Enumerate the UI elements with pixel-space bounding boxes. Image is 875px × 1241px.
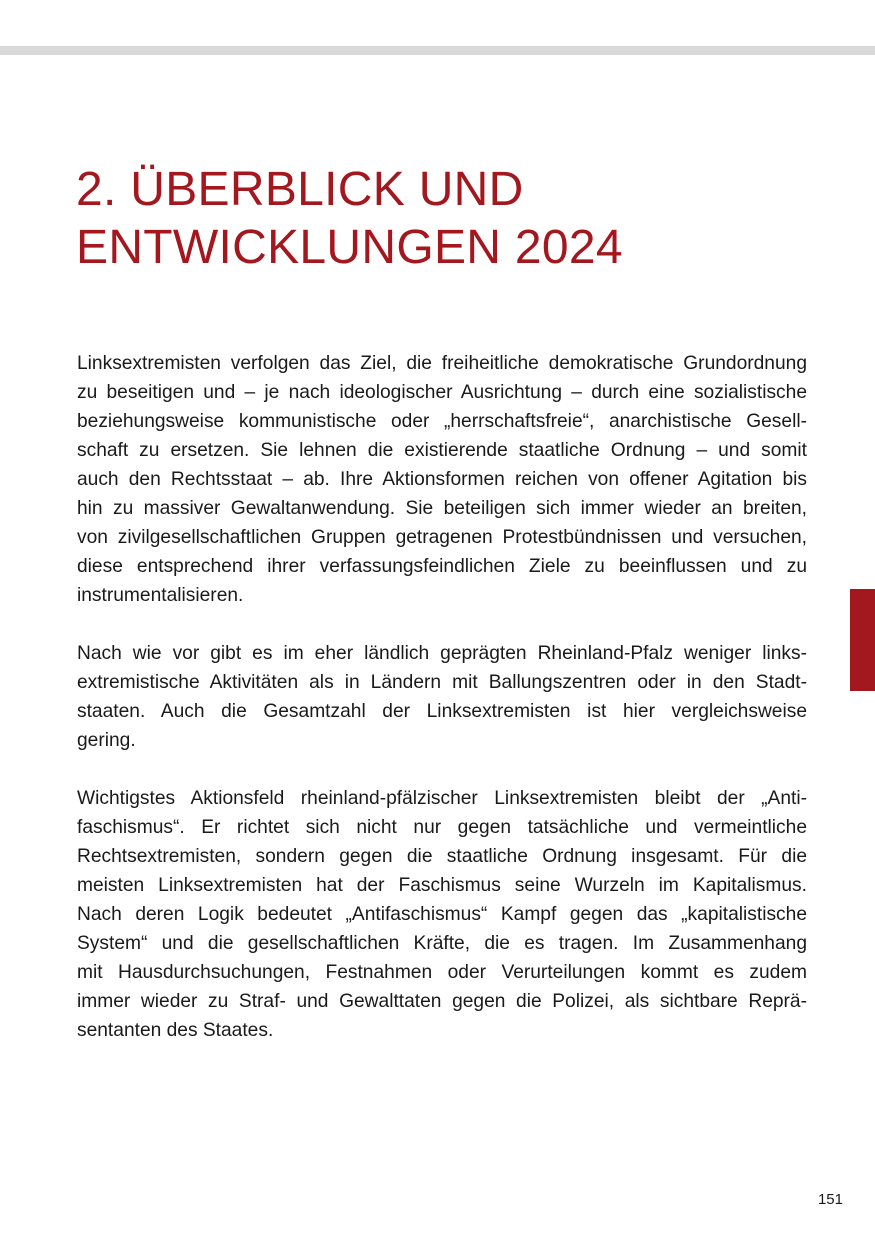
text-line: hin zu massiver Gewaltanwendung. Sie beteiligen sich immer wieder an breiten, — [77, 498, 807, 519]
text-line: schaft zu ersetzen. Sie lehnen die existierende staatliche Ordnung – und somit — [77, 440, 807, 461]
text-line: beziehungsweise kommunistische oder „herrschaftsfreie“, anarchistische Gesell- — [77, 411, 807, 432]
text-line: Linksextremisten verfolgen das Ziel, die freiheitliche demokratische Grundordnung — [77, 353, 807, 374]
page-title — [76, 161, 836, 277]
text-line: von zivilgesellschaftlichen Gruppen getragenen Protestbündnissen und versuchen, — [77, 527, 807, 548]
text-line: instrumentalisieren. — [77, 585, 244, 606]
page-number: 151 — [817, 1191, 843, 1208]
text-line: diese entsprechend ihrer verfassungsfeindlichen Ziele zu beeinflussen und zu — [77, 556, 807, 577]
paragraph — [77, 349, 807, 610]
text-line: mit Hausdurchsuchungen, Festnahmen oder Verurteilungen kommt es zudem — [77, 962, 807, 983]
title-line: ENTWICKLUNGEN 2024 — [76, 221, 623, 274]
title-line: 2. ÜBERBLICK UND — [76, 163, 524, 216]
text-line: faschismus“. Er richtet sich nicht nur gegen tatsächliche und vermeintliche — [77, 817, 807, 838]
text-line: Rechtsextremisten, sondern gegen die staatliche Ordnung insgesamt. Für die — [77, 846, 807, 867]
paragraph — [77, 784, 807, 1045]
text-line: staaten. Auch die Gesamtzahl der Linksextremisten ist hier vergleichsweise — [77, 701, 807, 722]
text-line: auch den Rechtsstaat – ab. Ihre Aktionsformen reichen von offener Agitation bis — [77, 469, 807, 490]
text-line: Nach wie vor gibt es im eher ländlich geprägten Rheinland-Pfalz weniger links- — [77, 643, 807, 664]
text-line: Nach deren Logik bedeutet „Antifaschismus“ Kampf gegen das „kapitalistische — [77, 904, 807, 925]
paragraph — [77, 639, 807, 755]
text-line: immer wieder zu Straf- und Gewalttaten gegen die Polizei, als sichtbare Reprä- — [77, 991, 807, 1012]
top-rule — [0, 46, 875, 55]
body-text — [77, 349, 807, 1074]
text-line: Wichtigstes Aktionsfeld rheinland-pfälzischer Linksextremisten bleibt der „Anti- — [77, 788, 807, 809]
text-line: System“ und die gesellschaftlichen Kräfte, die es tragen. Im Zusammenhang — [77, 933, 807, 954]
text-line: meisten Linksextremisten hat der Faschismus seine Wurzeln im Kapitalismus. — [77, 875, 807, 896]
text-line: zu beseitigen und – je nach ideologischer Ausrichtung – durch eine sozialistische — [77, 382, 807, 403]
chapter-tab-marker — [850, 589, 875, 691]
text-line: extremistische Aktivitäten als in Ländern mit Ballungszentren oder in den Stadt- — [77, 672, 807, 693]
text-line: gering. — [77, 730, 136, 751]
text-line: sentanten des Staates. — [77, 1020, 274, 1041]
